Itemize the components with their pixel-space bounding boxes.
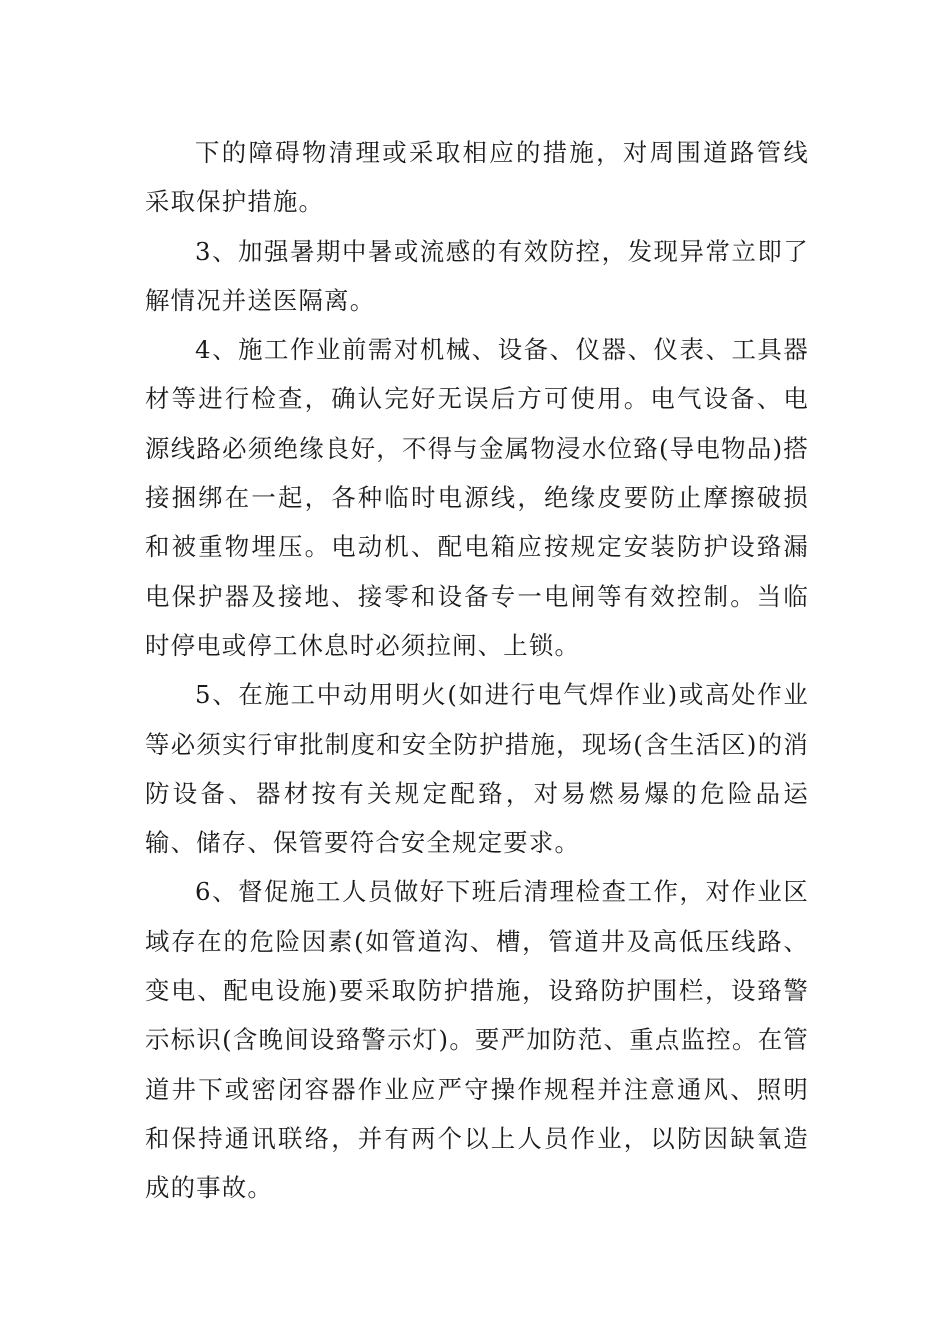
paragraph-item-5: 5、在施工中动用明火(如进行电气焊作业)或高处作业等必须实行审批制度和安全防护措施，现场(含生活区)的消防设备、器材按有关规定配臵，对易燃易爆的危险品运输、储存、保管要符合安全规定要求。 [145, 680, 809, 858]
paragraph-item-4: 4、施工作业前需对机械、设备、仪器、仪表、工具器材等进行检查，确认完好无误后方可使用。电气设备、电源线路必须绝缘良好，不得与金属物浸水位臵(导电物品)搭接捆绑在一起，各种临时电源线，绝缘皮要防止摩擦破损和被重物埋压。电动机、配电箱应按规定安装防护设臵漏电保护器及接地、接零和设备专一电闸等有效控制。当临时停电或停工休息时必须拉闸、上锁。 [145, 335, 809, 660]
paragraph-item-6: 6、督促施工人员做好下班后清理检查工作，对作业区域存在的危险因素(如管道沟、槽，管道井及高低压线路、变电、配电设施)要采取防护措施，设臵防护围栏，设臵警示标识(含晚间设臵警示灯)。要严加防范、重点监控。在管道井下或密闭容器作业应严守操作规程并注意通风、照明和保持通讯联络，并有两个以上人员作业，以防因缺氧造成的事故。 [145, 877, 809, 1203]
paragraph-continuation: 下的障碍物清理或采取相应的措施，对周围道路管线采取保护措施。 [145, 138, 809, 217]
document-body [145, 128, 809, 1213]
paragraph-item-3: 3、加强暑期中暑或流感的有效防控，发现异常立即了解情况并送医隔离。 [145, 236, 809, 315]
